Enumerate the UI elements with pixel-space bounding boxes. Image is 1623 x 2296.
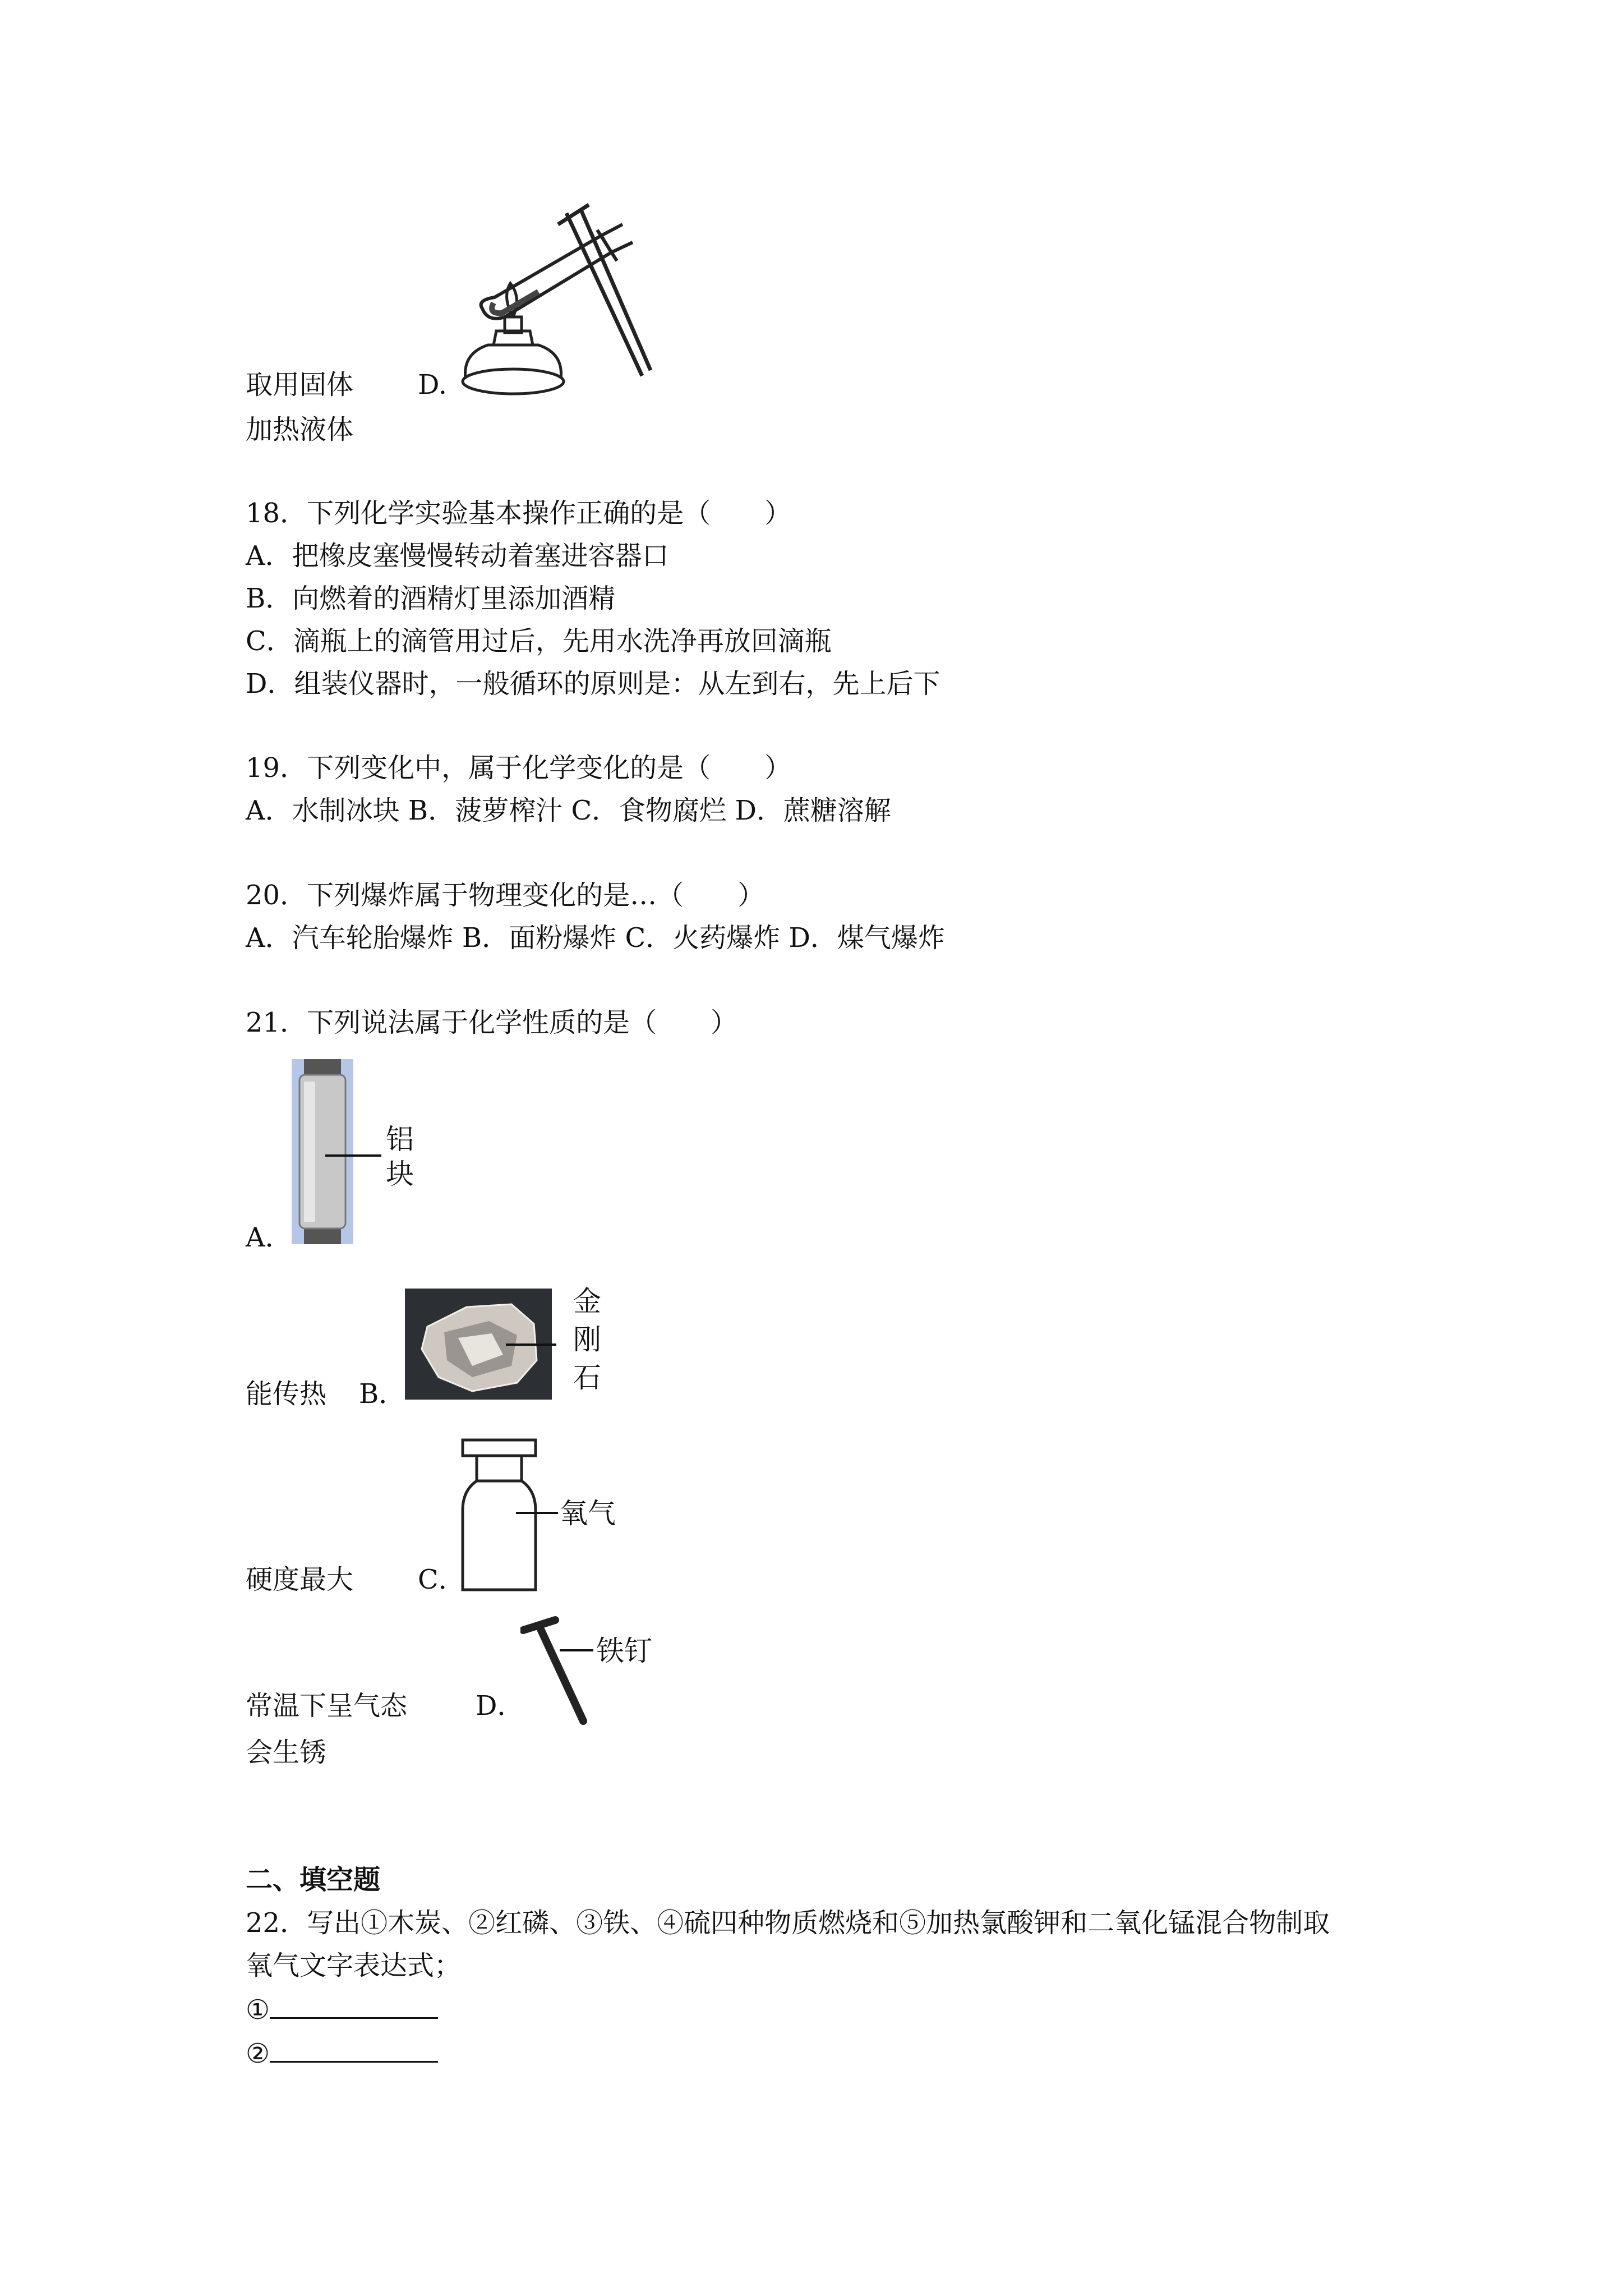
q21-option-d-marker: D． — [476, 1690, 524, 1722]
q20-stem: 20．下列爆炸属于物理变化的是…（ ） — [246, 880, 765, 911]
q18-stem: 18．下列化学实验基本操作正确的是（ ） — [246, 498, 792, 529]
q21-option-d-text: 会生锈 — [246, 1737, 327, 1768]
q21-option-a-marker: A． — [246, 1222, 292, 1253]
section-heading: 二、填空题 — [246, 1864, 381, 1895]
iron-nail-figure — [520, 1614, 672, 1727]
q18-option-d: D．组装仪器时，一般循环的原则是：从左到右，先上后下 — [246, 668, 940, 700]
q19-options: A．水制冰块 B．菠萝榨汁 C．食物腐烂 D．蔗糖溶解 — [246, 795, 891, 826]
q22-stem-line-1: 22．写出①木炭、②红磷、③铁、④硫四种物质燃烧和⑤加热氯酸钾和二氧化锰混合物制取 — [246, 1907, 1330, 1939]
q21-stem: 21．下列说法属于化学性质的是（ ） — [246, 1007, 738, 1038]
q18-option-a: A．把橡皮塞慢慢转动着塞进容器口 — [246, 540, 669, 572]
oxygen-bottle-figure — [460, 1437, 639, 1594]
q19-stem: 19．下列变化中，属于化学变化的是（ ） — [246, 752, 792, 784]
q22-stem-line-2: 氧气文字表达式； — [246, 1950, 462, 1981]
diamond-label-3: 石 — [573, 1361, 601, 1394]
q22-blank-1-row — [246, 1993, 438, 2027]
q21-option-a-text: 能传热 — [246, 1378, 327, 1410]
q21-option-c-marker: C． — [418, 1564, 465, 1595]
heating-liquid-figure — [454, 202, 667, 404]
q22-blank-2-row — [246, 2036, 438, 2070]
aluminum-block-label-2: 块 — [386, 1158, 414, 1190]
aluminum-block-figure — [292, 1059, 454, 1244]
diamond-figure — [405, 1282, 607, 1411]
q21-option-c-text: 常温下呈气态 — [246, 1690, 408, 1722]
q22-blank-1-field[interactable] — [270, 1993, 438, 2019]
q18-option-c: C．滴瓶上的滴管用过后，先用水洗净再放回滴瓶 — [246, 625, 832, 657]
iron-nail-label: 铁钉 — [596, 1635, 652, 1667]
q17-option-c-text: 取用固体 — [246, 369, 354, 401]
q22-blank-1-label: ① — [246, 1994, 270, 2026]
diamond-label-2: 刚 — [573, 1323, 601, 1356]
q22-blank-2-label: ② — [246, 2038, 270, 2069]
q22-blank-2-field[interactable] — [270, 2036, 438, 2063]
q20-options: A．汽车轮胎爆炸 B．面粉爆炸 C．火药爆炸 D．煤气爆炸 — [246, 922, 945, 954]
oxygen-bottle-label: 氧气 — [560, 1497, 616, 1530]
q21-option-b-text: 硬度最大 — [246, 1564, 354, 1595]
q18-option-b: B．向燃着的酒精灯里添加酒精 — [246, 583, 616, 614]
q21-option-b-marker: B． — [359, 1378, 406, 1410]
q17-option-d-marker: D. — [418, 369, 448, 401]
q17-option-d-text: 加热液体 — [246, 414, 354, 445]
aluminum-block-label-1: 铝 — [386, 1123, 414, 1156]
diamond-label-1: 金 — [573, 1285, 601, 1318]
